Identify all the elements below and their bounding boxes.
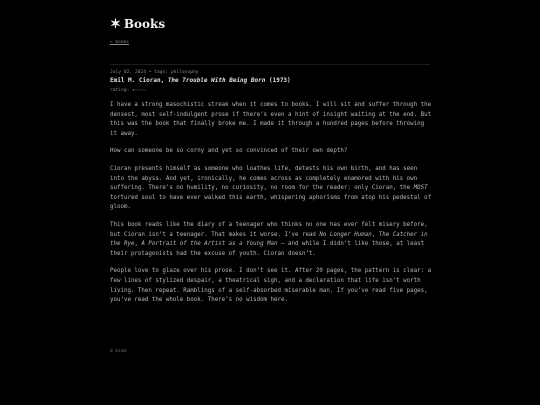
paragraph-3-text-end: tortured soul to have ever walked this earth, whispering aphorisms from atop his pedestal of gloom. — [110, 194, 432, 211]
book-reference-1: No Longer Human — [319, 231, 372, 238]
separator-2: , — [134, 241, 142, 248]
back-to-books-link[interactable]: ← books — [110, 40, 129, 45]
paragraph-1: I have a strong masochistic streak when it comes to books. I will sit and suffer through the densest, most self-indulgent prose if there’s even a hint of insight waiting at the end. But this was the book that finally broke me. I made it through a hundred pages before throwing it away. — [110, 102, 432, 137]
paragraph-3-emphasis: MOST — [413, 185, 428, 192]
site-title[interactable]: Books — [123, 17, 166, 31]
post-title — [110, 77, 291, 84]
site-header[interactable] — [110, 17, 165, 31]
asterisk-logo-icon: ✶ — [110, 16, 121, 32]
paragraph-3 — [110, 165, 432, 213]
post-author: Emil M. Cioran, — [110, 77, 165, 84]
post-meta: July 02, 2024 • tags: philosophy — [110, 70, 199, 75]
separator-1: , — [371, 231, 379, 238]
post-rating: rating: ★☆☆☆☆ — [110, 88, 146, 93]
post-book-title: The Trouble With Being Born — [167, 77, 266, 84]
paragraph-3-text: Cioran presents himself as someone who loathes life, detests his own birth, and has seen into the abyss. And yet, ironically, he comes across as completely enamored with his own suffering. There’s no humility, no curiosity, no room for the reader: only Cioran, the — [110, 165, 418, 192]
header-divider — [110, 64, 430, 65]
footer-copyright: © mimo — [110, 349, 127, 354]
paragraph-5: People love to glaze over his prose. I don’t see it. After 20 pages, the pattern is clear: a few lines of stylized despair, a theatrical sigh, and a declaration that life isn’t worth living. Then repeat. Ramblings of a self-absorbed miserable man. If you’ve read five pages, you’ve read the whole book. There’s no wisdom here. — [110, 268, 432, 304]
paragraph-4 — [110, 221, 432, 259]
book-reference-2: The Catcher in the Rye — [110, 231, 428, 248]
post-content — [110, 101, 432, 314]
paragraph-4-text-end: — and while I didn’t like those, at least their protagonists had the excuse of youth. Cioran doesn’t. — [110, 241, 425, 257]
paragraph-4-text: This book reads like the diary of a teenager who thinks no one has ever felt misery before, but Cioran isn’t a teenager. That makes it worse. I’ve read — [110, 221, 428, 238]
book-reference-3: A Portrait of the Artist as a Young Man — [141, 241, 278, 248]
post-year: (1973) — [268, 77, 291, 84]
paragraph-2: How can someone be so corny and yet so convinced of their own depth? — [110, 148, 348, 155]
